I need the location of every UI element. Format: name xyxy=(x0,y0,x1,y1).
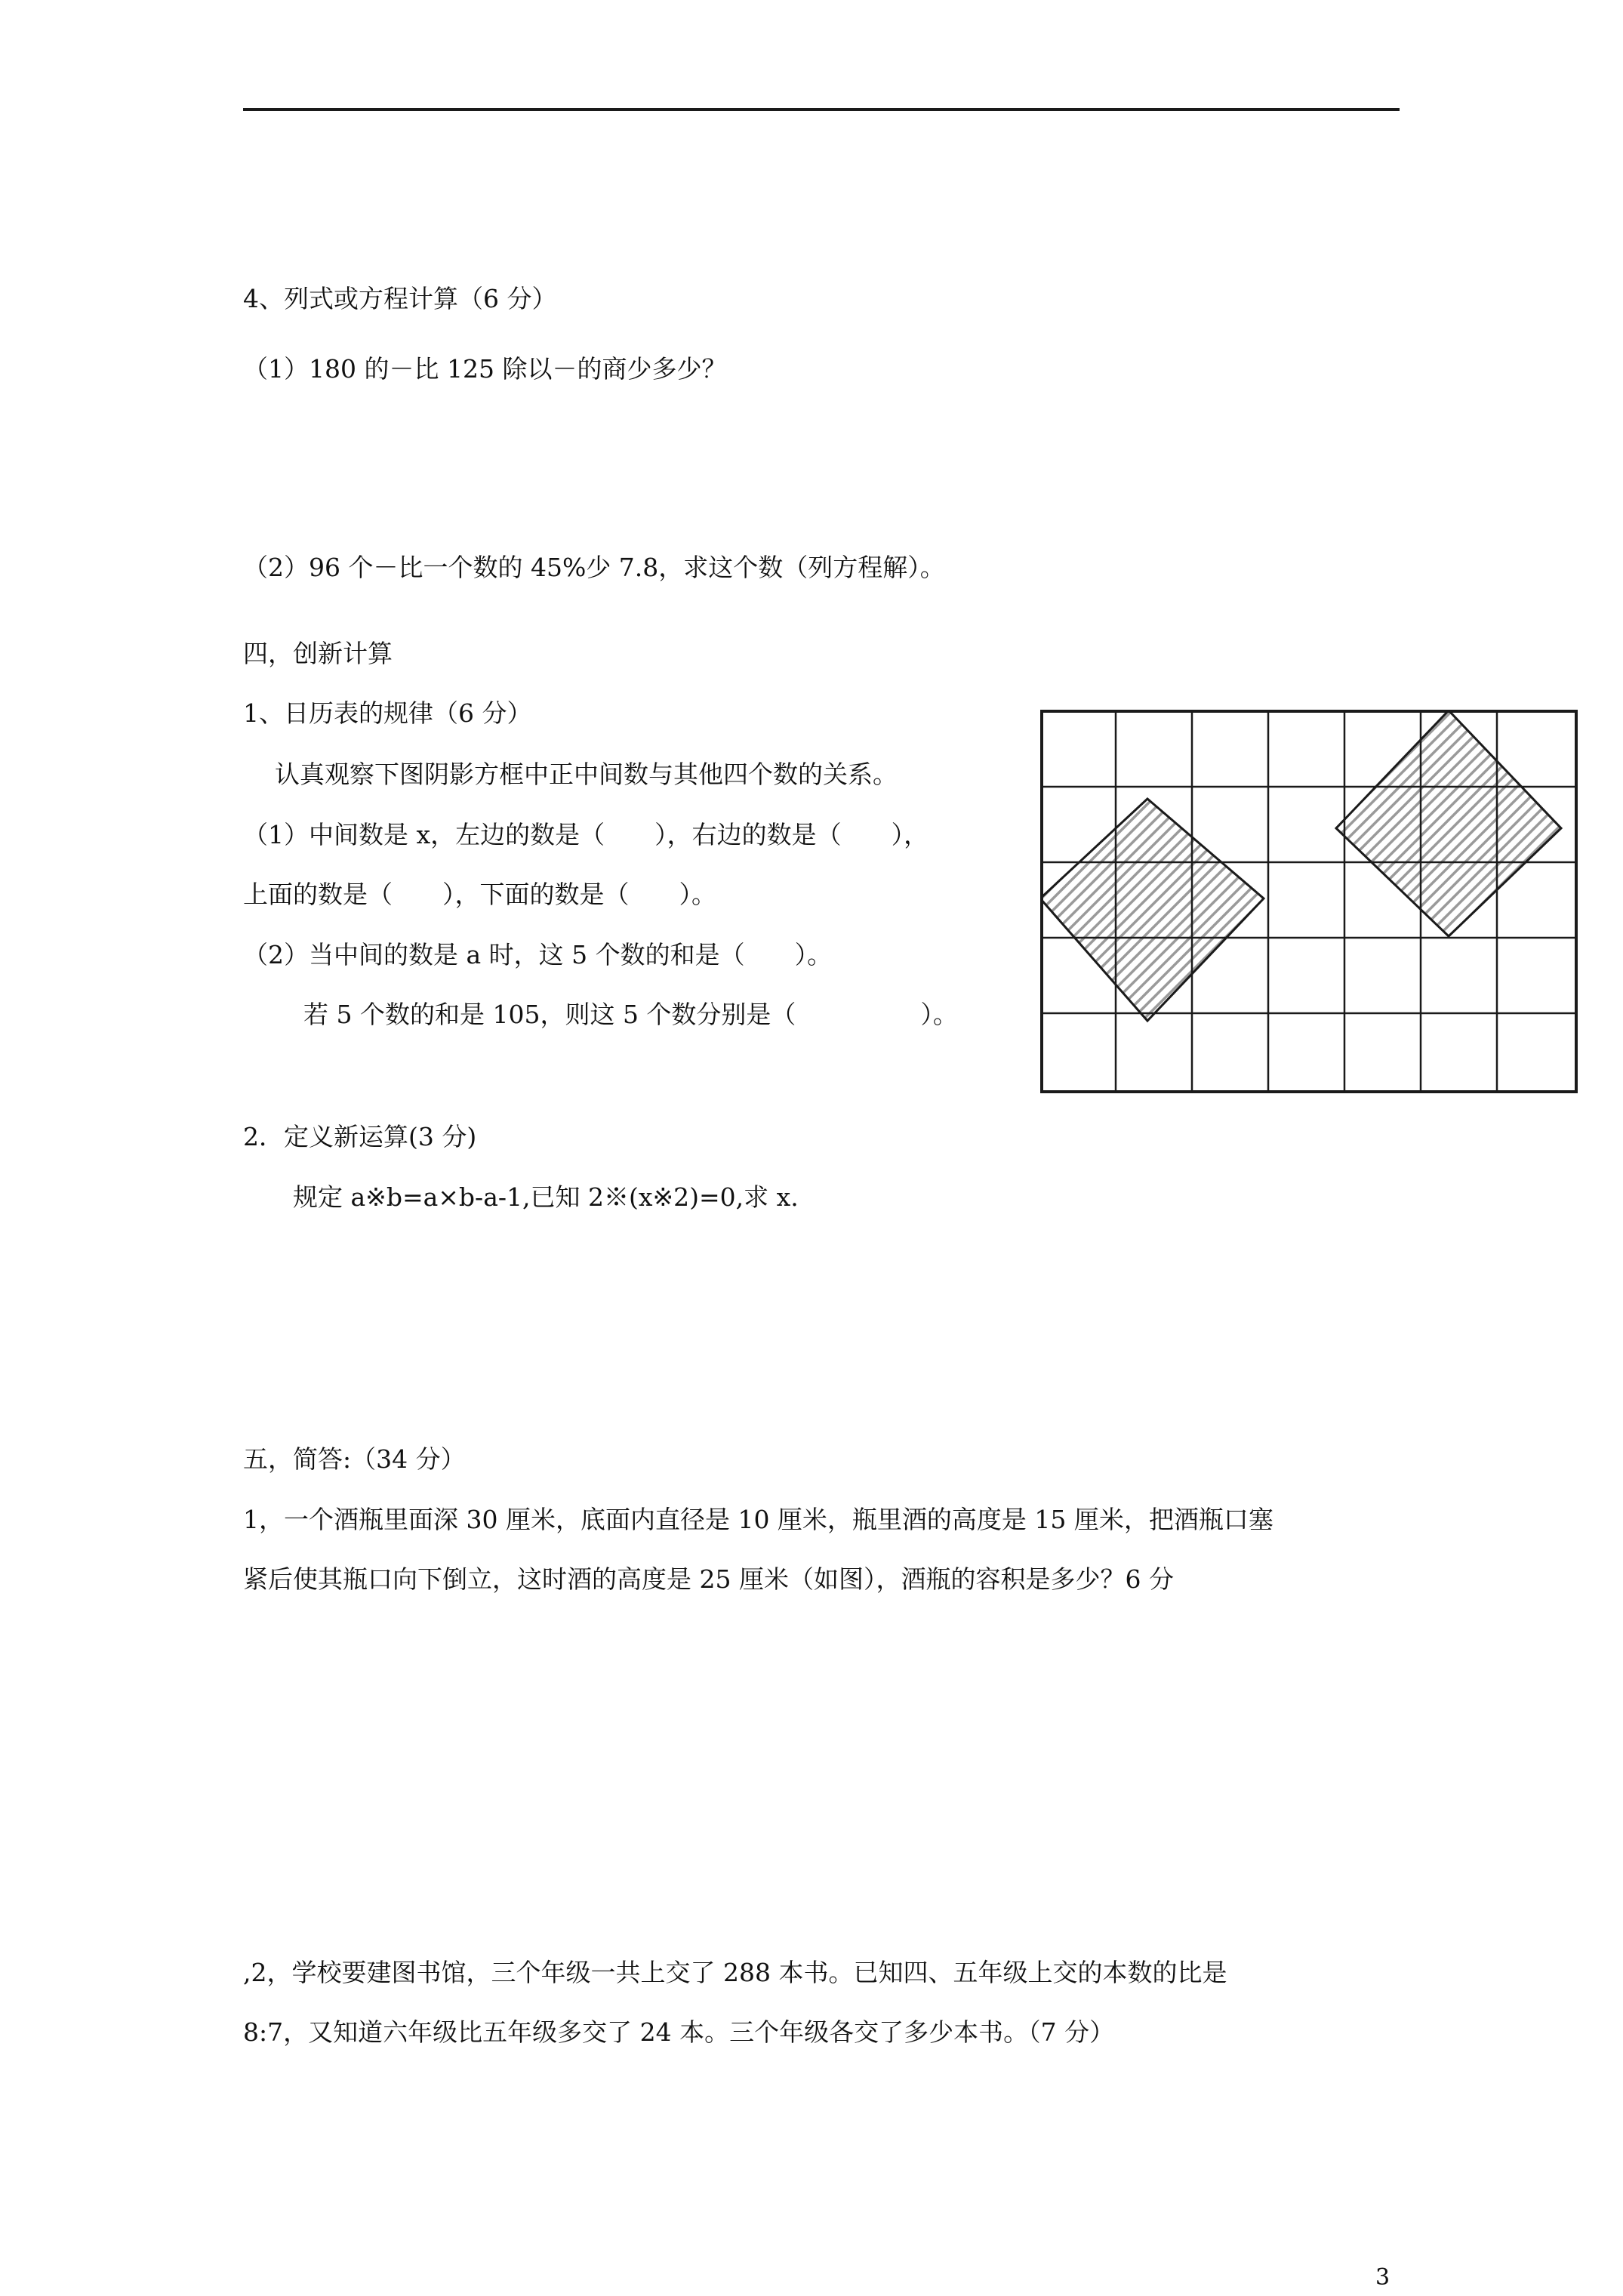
q4-sub1: （1）180 的－比 125 除以－的商少多少？ xyxy=(243,354,727,384)
q4-heading: 4、列式或方程计算（6 分） xyxy=(243,284,557,313)
library-question-line1: ,2，学校要建图书馆，三个年级一共上交了 288 本书。已知四、五年级上交的本数的比是 xyxy=(243,1958,1227,1987)
bottle-question-line2: 紧后使其瓶口向下倒立，这时酒的高度是 25 厘米（如图），酒瓶的容积是多少？6 分 xyxy=(243,1564,1174,1594)
calendar-part1-line1: （1）中间数是 x，左边的数是（ ），右边的数是（ ）， xyxy=(243,820,929,849)
calendar-part2-line2: 若 5 个数的和是 105，则这 5 个数分别是（ ）。 xyxy=(303,1000,958,1029)
section4-heading: 四，创新计算 xyxy=(243,639,393,668)
q4-sub2: （2）96 个－比一个数的 45%少 7.8，求这个数（列方程解）。 xyxy=(243,553,945,582)
bottle-question-line1: 1，一个酒瓶里面深 30 厘米，底面内直径是 10 厘米，瓶里酒的高度是 15 厘米，把酒瓶口塞 xyxy=(243,1505,1273,1534)
shaded-square-right xyxy=(1336,710,1561,936)
library-question-line2: 8:7，又知道六年级比五年级多交了 24 本。三个年级各交了多少本书。（7 分） xyxy=(243,2017,1115,2047)
calendar-grid-figure xyxy=(1040,710,1578,1093)
header-rule xyxy=(243,108,1400,111)
new-operation-title: 2．定义新运算(3 分) xyxy=(243,1122,477,1151)
new-operation-body: 规定 a※b=a×b-a-1,已知 2※(x※2)=0,求 x. xyxy=(293,1182,799,1212)
page-number: 3 xyxy=(1375,2264,1390,2291)
calendar-intro: 认真观察下图阴影方框中正中间数与其他四个数的关系。 xyxy=(275,760,898,789)
calendar-part2-line1: （2）当中间的数是 a 时，这 5 个数的和是（ ）。 xyxy=(243,940,833,969)
section5-heading: 五，简答:（34 分） xyxy=(243,1444,466,1474)
calendar-title: 1、日历表的规律（6 分） xyxy=(243,698,532,728)
calendar-part1-line2: 上面的数是（ ），下面的数是（ ）。 xyxy=(243,880,716,909)
shaded-square-left xyxy=(1040,799,1264,1021)
